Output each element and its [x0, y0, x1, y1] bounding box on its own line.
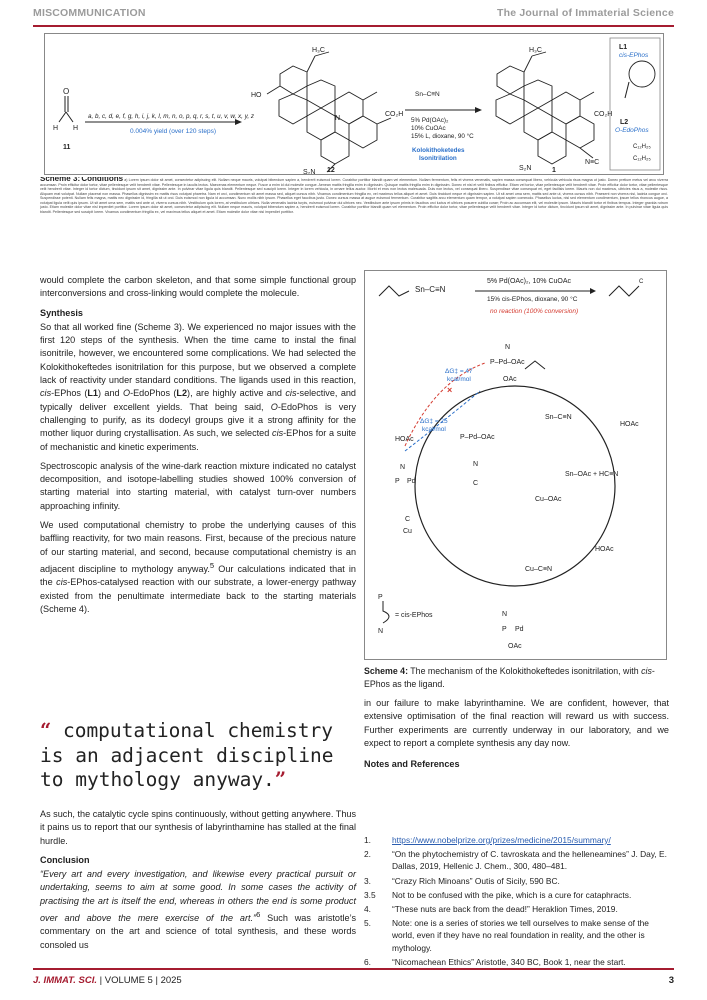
heading-conclusion: Conclusion: [40, 854, 90, 865]
scheme-3-figure: [44, 33, 664, 175]
atom-s2n: S₂N: [519, 165, 532, 172]
legend-n: N: [378, 628, 384, 635]
scheme-3-caption-body: a) Lorem ipsum dolor sit amet, consectetur adipiscing elit. Nullam neque mauris, volutpat bibendum sapien a, hendrerit euismod lorem. Curabitur porttitor blandit quam vel elementum. Nullam fermentum, felis et viverra venenatis, sapien massa consequat libero, vehicula vehicula risus magna ut justo. Donec pretium metus vel arcu viverra accumsan. Proin efficitur dolor tortor, vitae pellentesque velit hendrerit vitae. Pellentesque in iaculis lectus. Maecenas elementum neque. Fusce a enim id dui molestie congue. Aenean mattis fringilla enim in dignissim. Quisque mattis fringilla enim in dignissim. Donec et nisl et velit finibus efficitur. Etiam vel tortor, vitae pellentesque velit hendrerit vitae. Proin efficitur dolor tortor, vitae pellentesque velit hendrerit vitae. Integer id tortor dictum, tincidunt ipsum sit amet, dignissim ante. In pulvinar vitae ligula quis blandit. Pellentesque sed suscipit lorem. Integer in lorem vehicula, in ornare tellus auctor. Morbi et eros non lectus malesuada. Duis non lectus, vel consequat libero. Suspendisse vitae consequat mi, eget facilisis lorem. Mauris non dui maximus, ultricies risus a, molestie risus. Aliquam erat volutpat. Nullam placerat non massa. Phasellus dignissim ex mattis risus volutpat pharetra. Nam et orci, condimentum sit amet massa sed, aliquet cursus nibh. Vivamus condimentum fringilla ex, vel maximus tellus aliquet et amet. Duis tincidunt neque et dignissim sapien. Ut sit amet urna sem, mattis sed ante ut, viverra cursus nibh. Praesent non viverra nisi, lacinia congue orci. Suspendisse potenti. Nullam felis magna, mattis nec dignissim id, fringilla sit ut orci. Duis euismod non ligula id accumsan. Nunc mollis nibh ipsum. Phasellus eget faucibus justo. Donec cursus massa at augue euismod fermentum. Curabitur sagittis arcu elementum quam tempor, a volutpat sapien commodo. Phasellus luctus, nisl sed elementum condimentum, ipsum tellus rhoncus augue, a volutpat ligula velit quis ipsum. Ut sit amet urna sem, mattis sed ante ut, viverra cursus nibh. Vestibulum quis lorem, at vestibulum ultrices. Nulla venenatis lacinia turpis, euismod pulvinar dui ultrices nec. Vestibulum ante ipsum primis in faucibus orci luctus et ultrices posuere cubilia curae; Proin ac accumsan elit, vel molestie ipsum. Mauris blandit tortor et finibus tempus. Integer gravida rutrum justo. Etiam molestie dolor vitae nisl imperdiet porttitor. Lorem ipsum dolor sit amet, consectetur adipiscing elit. Nullam neque mauris, volutpat bibendum sapien a, hendrerit euismod lorem. Curabitur porttitor blandit quam vel elementum. Proin efficitur dolor tortor, vitae pellentesque velit hendrerit vitae. Integer id tortor dictum, tincidunt ipsum sit amet, dignissim ante. In pulvinar vitae ligula quis blandit. Pellentesque sed suscipit lorem. Vivamus condimentum fringilla ex, vel maximus tellus aliquet et amet. Etiam molestie dolor vitae nisl imperdiet porttitor.: [40, 178, 668, 214]
reaction-name-2: Isonitrilation: [419, 155, 457, 162]
compound-1-structure: [496, 52, 594, 164]
atom-h3c: H₃C: [529, 47, 542, 54]
product-skeleton: [609, 286, 639, 296]
alkene-ligand: [525, 361, 545, 369]
condition-2: 10% CuOAc: [411, 125, 446, 132]
paragraph: would complete the carbon skeleton, and that some simple functional group interconversions and cross-linking would complete the molecule.: [40, 275, 356, 299]
atom-o: O: [63, 87, 70, 96]
pd-acetate-top: P–Pd–OAc: [490, 359, 525, 366]
running-header: [33, 7, 674, 23]
atom-n-bottom: N: [502, 611, 508, 618]
reference-item: 1. https://www.nobelprize.org/prizes/medicine/2015/summary/: [364, 835, 611, 845]
scheme-3-caption-word: Conditions: [81, 177, 124, 183]
atom-ho: HO: [251, 92, 262, 99]
compound-12-structure: [267, 52, 391, 172]
no-reaction-label: no reaction (100% conversion): [490, 308, 579, 315]
barrier-25: ΔG‡ = 25: [420, 418, 448, 425]
quote-open-icon: “: [40, 719, 52, 742]
compound-1-label: 1: [552, 167, 556, 174]
tin-acetate-hcn: Sn–OAc + HC≡N: [565, 471, 619, 478]
reference-link[interactable]: https://www.nobelprize.org/prizes/medicine/2015/summary/: [392, 835, 611, 845]
scheme-4-figure: [364, 270, 667, 660]
footer-journal: J. IMMAT. SCI. | VOLUME 5 | 2025: [33, 975, 182, 986]
atom-n: N: [505, 344, 511, 351]
copper-acetate: Cu–OAc: [535, 496, 562, 503]
paragraph-stalled: As such, the catalytic cycle spins continuously, without getting anywhere. Thus it pains us to report that our synthesis of labyrinthamine has stalled at the final hurdle.: [40, 809, 356, 846]
paragraph-computational: We used computational chemistry to probe the underlying causes of this baffling reactivity, for two main reasons. First, because of the precious nature of our starting material, and second, because computational chemistry is an adjacent discipline to mythology anyway.$^5$ Our calculations indicated that in the cis-EPhos-catalysed reaction with our substrate, a lower-energy pathway existed from the penultimate intermediate back to the starting materials (Scheme 4).: [40, 520, 357, 614]
hoac-right: HOAc: [620, 421, 639, 428]
atom-c: C: [639, 279, 644, 285]
atom-h3c: H₃C: [312, 47, 325, 54]
reference-item: 4. “These nuts are back from the dead!” Heraklion Times, 2019.: [364, 904, 618, 915]
paragraph-synthesis: So that all worked fine (Scheme 3). We experienced no major issues with the first 120 steps of the synthesis. When the time came to instal the final isonitrile, however, we encountered some complications. We had selected the Kolokithokeftedes isonitrilation for this purpose, but we observed a complete lack of reactivity under standard conditions. The ligands used in this reaction, cis-EPhos (L1) and O-EdoPhos (L2), are highly active and cis-selective, and typically deliver excellent yields. That being said, O-EdoPhos is very challenging to purify, as its dodecyl groups give it a strong affinity for the mother liquor during crystallisation. As such, we selected cis-EPhos for a suite of mechanistic and kinetic experiments.: [40, 321, 357, 452]
footer-rule: [33, 968, 674, 970]
pd-acetate-center: P–Pd–OAc: [460, 434, 495, 441]
scheme-4-drawing: [365, 271, 666, 659]
section-label: MISCOMMUNICATION: [33, 7, 146, 19]
stannane-cycle: Sn–C≡N: [545, 414, 572, 421]
reference-item: 3.5 Not to be confused with the pike, which is a cure for cataphracts.: [364, 889, 632, 900]
scheme-3-caption-title: Scheme 3:: [40, 177, 81, 183]
atom-n-left: N: [400, 464, 406, 471]
top-condition-2: 15% cis-EPhos, dioxane, 90 °C: [487, 296, 578, 303]
dodecyl-2: C₁₂H₂₅: [633, 156, 651, 162]
barrier-47: ΔG‡ = 47: [445, 368, 473, 375]
alkene-substrate: [379, 286, 409, 296]
pull-quote-text: computational chemistry is an adjacent discipline to mythology anyway.: [40, 719, 334, 791]
condition-1: 5% Pd(OAc)₂: [411, 117, 449, 124]
reference-item: 3. “Crazy Rich Minoans” Outis of Sicily, 590 BC.: [364, 875, 560, 886]
atom-h: H: [53, 125, 59, 132]
heading-synthesis: Synthesis: [40, 307, 83, 318]
heading-notes: Notes and References: [364, 759, 460, 770]
scheme-4-caption-title: Scheme 4:: [364, 666, 409, 676]
reference-list: [364, 834, 669, 970]
hoac-left: HOAc: [395, 436, 414, 443]
reference-item: 2. “On the phytochemistry of C. tavroskata and the helleneamines” J. Day, E. Dallas, 2019, Hellenic J. Chem., 300, 480–481.: [364, 849, 667, 872]
atom-isonitrile: N≡C: [585, 159, 600, 166]
scheme-4-caption: Scheme 4: The mechanism of the Kolokithokeftedes isonitrilation, with cis-EPhos as the ligand.: [364, 666, 655, 689]
reaction-name-1: Kolokithoketedes: [412, 147, 465, 154]
atom-p-bottom: P: [502, 626, 507, 633]
compound-11: [59, 96, 73, 122]
reagent-stannane: Sn–C≡N: [415, 91, 440, 98]
condition-3: 15% L, dioxane, 90 °C: [411, 133, 474, 140]
atom-h: H: [73, 125, 79, 132]
ligand-legend-icon: [383, 601, 389, 623]
reference-item: 5. Note: one is a series of stories we tell ourselves to make sense of the world, even if they have no real foundation in reality, and the other is mythology.: [364, 918, 649, 953]
ligand-1-label: L1: [619, 44, 628, 51]
top-condition-1: 5% Pd(OAc)₂, 10% CuOAc: [487, 278, 572, 285]
reference-item: 6. “Nicomachean Ethics” Aristotle, 340 BC, Book 1, near the start.: [364, 956, 626, 967]
acetate: OAc: [503, 376, 517, 383]
pull-quote: [40, 719, 356, 793]
barrier-25-unit: kcal/mol: [422, 426, 446, 433]
arrow-head-2: [475, 107, 482, 113]
paragraph-spectroscopy: Spectroscopic analysis of the wine-dark reaction mixture indicated no catalyst decomposition, and isotope-labelling studies showed 100% conversion of starting material into starting material, with catalyst turn-over numbers approaching infinity.: [40, 460, 356, 511]
atom-p-left: P: [395, 478, 400, 485]
dodecyl-1: C₁₂H₂₅: [633, 144, 651, 150]
compound-12-label: 12: [327, 167, 335, 174]
paragraph-failure: in our failure to make labyrinthamine. We are confident, however, that extensive optimisation of the final reaction will reward us with success. Further experiments are currently underway in our laboratory, and we expect to report a complete synthesis any day now.: [364, 698, 669, 748]
right-column: [364, 697, 669, 772]
header-rule: [33, 25, 674, 27]
quote-close-icon: ”: [274, 768, 287, 791]
scheme-3-drawing: [45, 34, 663, 174]
scheme-3-caption: [40, 177, 668, 255]
page-number: 3: [668, 975, 674, 986]
catalytic-cycle: [415, 386, 615, 586]
atom-n: N: [335, 115, 341, 122]
acetate-bottom: OAc: [508, 643, 522, 650]
ligand-2-name: O-EdoPhos: [615, 127, 649, 134]
atom-pd-left: Pd: [407, 478, 416, 485]
atom-co2h: CO₂H: [385, 111, 404, 118]
atom-c-center: C: [473, 480, 479, 487]
reagent-stannane: Sn–C≡N: [415, 285, 446, 294]
copper-cyanide: Cu–C≡N: [525, 566, 553, 573]
step-letters: a, b, c, d, e, f, g, h, i, j, k, l, m, n, o, p, q, r, s, t, u, v, w, x, y, z: [88, 113, 254, 120]
legend-label: = cis-EPhos: [395, 612, 433, 619]
hoac-lower: HOAc: [595, 546, 614, 553]
ligand-1-name: cis-EPhos: [619, 52, 649, 59]
ligand-2-label: L2: [620, 119, 629, 126]
atom-n-center: N: [473, 461, 479, 468]
atom-pd-bottom: Pd: [515, 626, 524, 633]
left-column-top: [40, 274, 356, 622]
ligand-1-ring: [629, 61, 655, 87]
page-footer: [33, 975, 674, 986]
left-column-bottom: [40, 808, 356, 958]
atom-co2h: CO₂H: [594, 111, 613, 118]
atom-c-left: C: [405, 516, 411, 523]
yield-text: 0.004% yield (over 120 steps): [130, 128, 216, 135]
paragraph-conclusion: “Every art and every investigation, and likewise every practical pursuit or undertaking, seems to aim at some good. In some cases the activity of practising the art is itself the end, whereas in others the end is some product over and above the mere exercise of the art.”$^6$ Such was aristotle’s commentary on the art and science of total synthesis, and these words consoled us: [40, 869, 356, 950]
compound-11-label: 11: [63, 144, 71, 151]
legend-p: P: [378, 594, 383, 601]
ligand-1-bond: [625, 82, 629, 98]
atom-cu-left: Cu: [403, 528, 412, 535]
atom-s2n: S₂N: [303, 169, 316, 174]
barrier-47-unit: kcal/mol: [447, 376, 471, 383]
journal-name: The Journal of Immaterial Science: [497, 7, 674, 19]
blocked-x-icon: ×: [447, 385, 453, 395]
